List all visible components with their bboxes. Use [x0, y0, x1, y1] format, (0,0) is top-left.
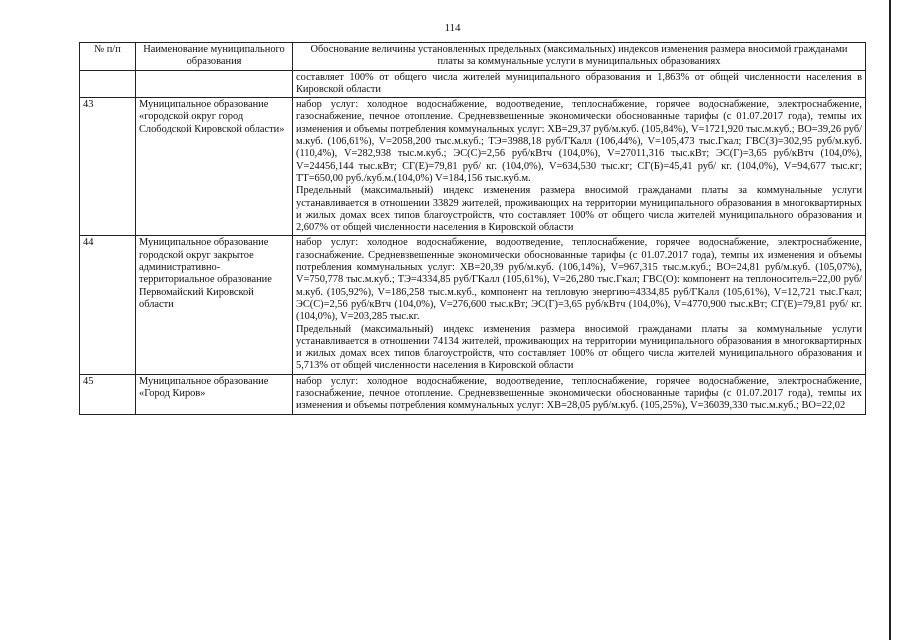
header-number: № п/п [80, 43, 136, 71]
header-basis: Обоснование величины установленных предельных (максимальных) индексов изменения размера вносимой гражданами платы за коммунальные услуги в муниципальных образованиях [293, 43, 866, 71]
tariff-paragraph: набор услуг: холодное водоснабжение, водоотведение, теплоснабжение, горячее водоснабжение, электроснабжение, газоснабжение, печное отопление. Средневзвешенные экономически обоснованные тарифы (с 01.07.2017 года), темпы их изменения и объемы потребления коммунальных услуг: ХВ=29,37 руб/м.куб. (105,84%), V=1721,920 тыс.м.куб.; ВО=39,26 руб/м.куб. (106,61%), V=2058,200 тыс.м.куб.; ТЭ=3988,18 руб/ГКалл (106,44%), V=105,473 тыс.Гкал; ГВС(З)=302,95 руб/м.куб. (110,4%), V=282,938 тыс.м.куб.; ЭС(С)=2,56 руб/кВтч (104,0%), V=27011,316 тыс.кВт; ЭС(Г)=3,65 руб/кВтч (104,0%), V=24456,144 тыс.кВт; СГ(Е)=79,81 руб/ кг. (104,0%), V=634,530 тыс.кг; СГ(Б)=45,41 руб/ кг. (104,0%), V=94,677 тыс.кг; ТТ=650,00 руб./куб.м.(104,0%) V=184,156 тыс.куб.м. [296, 99, 862, 184]
row-number: 44 [80, 236, 136, 374]
row-basis [293, 374, 866, 414]
tariff-paragraph: набор услуг: холодное водоснабжение, водоотведение, теплоснабжение, горячее водоснабжение, электроснабжение, газоснабжение. Средневзвешенные экономически обоснованные тарифы (с 01.07.2017 года), темпы их изменения и объемы потребления коммунальных услуг: ХВ=20,39 руб/м.куб. (106,14%), V=967,315 тыс.м.куб.; ВО=24,81 руб/м.куб. (105,07%), V=750,778 тыс.м.куб.; ТЭ=4334,85 руб/ГКалл (105,61%), V=26,280 тыс.Гкал; ГВС(О): компонент на теплоноситель=22,00 руб/м.куб. (105,92%), V=186,258 тыс.м.куб., компонент на тепловую энергию=4334,85 руб/ГКалл (105,61%), V=12,721 тыс.Гкал; ЭС(С)=2,56 руб/кВтч (104,0%), V=276,600 тыс.кВт; ЭС(Г)=3,65 руб/кВтч (104,0%), V=4770,900 тыс.кВт; СГ(Е)=79,81 руб/ кг. (104,0%), V=203,285 тыс.кг. [296, 237, 862, 323]
row-municipality [136, 70, 293, 98]
index-paragraph: Предельный (максимальный) индекс изменения размера вносимой гражданами платы за коммунальные услуги устанавливается в отношении 74134 жителей, проживающих на территории муниципального образования в многоквартирных и жилых домах всех типов благоустройств, что составляет 100% от общего числа жителей муниципального образования и 5,713% от общей численности населения в Кировской области [296, 323, 862, 372]
row-basis [293, 70, 866, 98]
tariff-paragraph: набор услуг: холодное водоснабжение, водоотведение, теплоснабжение, горячее водоснабжение, электроснабжение, газоснабжение, печное отопление. Средневзвешенные экономически обоснованные тарифы (с 01.07.2017 года), темпы их изменения и объемы потребления коммунальных услуг: ХВ=28,05 руб/м.куб. (105,25%), V=36039,330 тыс.м.куб.; ВО=22,02 [296, 375, 862, 412]
page-number: 114 [444, 22, 461, 34]
table-header-row [80, 43, 866, 71]
table-row [80, 70, 866, 98]
row-basis [293, 98, 866, 236]
page-edge-rule [889, 0, 891, 640]
index-paragraph: Предельный (максимальный) индекс изменения размера вносимой гражданами платы за коммунальные услуги устанавливается в отношении 33829 жителей, проживающих на территории муниципального образования в многоквартирных и жилых домах всех типов благоустройств, что составляет 100% от общего числа жителей муниципального образования и 2,607% от общей численности населения в Кировской области [296, 185, 862, 234]
table-row [80, 98, 866, 236]
row-municipality: Муниципальное образование «городской округ город Слободской Кировской области» [136, 98, 293, 236]
basis-paragraph: составляет 100% от общего числа жителей муниципального образования и 1,863% от общей численности населения в Кировской области [296, 71, 862, 95]
tariff-table [79, 42, 866, 415]
header-municipality: Наименование муниципального образования [136, 43, 293, 71]
table-row [80, 236, 866, 374]
row-number [80, 70, 136, 98]
row-municipality: Муниципальное образование «Город Киров» [136, 374, 293, 414]
row-number: 43 [80, 98, 136, 236]
row-number: 45 [80, 374, 136, 414]
row-basis [293, 236, 866, 374]
row-municipality: Муниципальное образование городской округ закрытое административно-территориальное образование Первомайский Кировской области [136, 236, 293, 374]
table-row [80, 374, 866, 414]
